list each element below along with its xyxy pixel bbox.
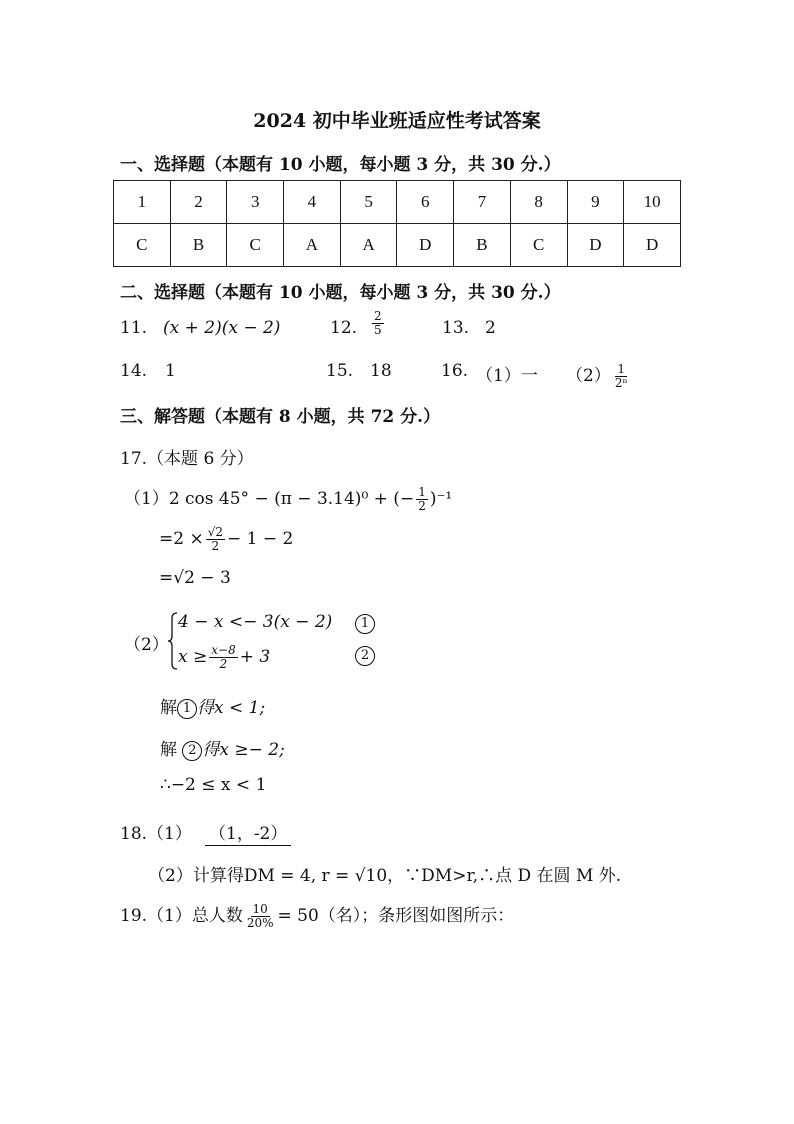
fraction-denominator: 5 bbox=[374, 323, 382, 337]
section-1-heading: 一、选择题（本题有 10 小题，每小题 3 分，共 30 分.） bbox=[120, 155, 561, 175]
section-2-heading: 二、选择题（本题有 10 小题，每小题 3 分，共 30 分.） bbox=[120, 283, 561, 303]
fraction-numerator: 2 bbox=[374, 309, 382, 323]
q12-answer bbox=[370, 310, 386, 337]
q17-inequality-1: 4 − x <− 3(x − 2) bbox=[178, 612, 333, 632]
step-text: − 1 − 2 bbox=[227, 529, 294, 549]
q15-number: 15. bbox=[326, 361, 354, 381]
table-cell: 8 bbox=[510, 181, 567, 224]
table-cell: 7 bbox=[454, 181, 511, 224]
table-cell: C bbox=[227, 224, 284, 267]
table-cell: 1 bbox=[114, 181, 171, 224]
fraction-denominator: 2 bbox=[219, 657, 228, 671]
q17-inequality-2 bbox=[178, 644, 270, 671]
q12-number: 12. bbox=[330, 318, 358, 338]
table-cell: 2 bbox=[170, 181, 227, 224]
solution-text: 解 bbox=[160, 740, 177, 760]
table-cell: B bbox=[454, 224, 511, 267]
q14-number: 14. bbox=[120, 361, 148, 381]
answer-table bbox=[113, 180, 681, 267]
fraction-numerator: 1 bbox=[617, 362, 626, 376]
q17-solution-1 bbox=[160, 693, 265, 719]
q16-part2-label: （2） bbox=[566, 366, 611, 386]
table-cell: B bbox=[170, 224, 227, 267]
table-cell: 6 bbox=[397, 181, 454, 224]
q13-answer: 2 bbox=[485, 318, 496, 338]
q17-part2-label: （2） bbox=[124, 635, 169, 655]
solution-text: 得x ≥− 2; bbox=[202, 740, 285, 760]
circled-number: 1 bbox=[355, 614, 375, 634]
q17-label: 17.（本题 6 分） bbox=[120, 449, 254, 469]
table-cell: C bbox=[510, 224, 567, 267]
circled-number: 2 bbox=[182, 741, 202, 761]
fraction-denominator: 20% bbox=[246, 916, 274, 930]
q18-label: 18.（1） bbox=[120, 824, 192, 844]
solution-text: 解 bbox=[160, 698, 177, 718]
fraction-denominator: 2ⁿ bbox=[614, 376, 628, 390]
answer-row bbox=[114, 224, 681, 267]
circled-1-icon bbox=[355, 613, 375, 634]
q16-part2 bbox=[566, 361, 632, 390]
fraction-numerator: 10 bbox=[252, 902, 268, 916]
fraction-denominator: 2 bbox=[418, 499, 426, 513]
table-cell: D bbox=[397, 224, 454, 267]
circled-number: 2 bbox=[355, 646, 375, 666]
table-cell: 3 bbox=[227, 181, 284, 224]
table-cell: C bbox=[114, 224, 171, 267]
q16-part1: （1）一 bbox=[476, 366, 538, 386]
circled-2-icon bbox=[355, 645, 375, 666]
table-cell: 10 bbox=[624, 181, 681, 224]
q17-part1-expression bbox=[124, 484, 452, 513]
table-cell: 5 bbox=[340, 181, 397, 224]
fraction-numerator: x−8 bbox=[211, 643, 236, 657]
q13-number: 13. bbox=[442, 318, 470, 338]
q11-number: 11. bbox=[120, 318, 148, 338]
underlined-answer: （1，-2） bbox=[205, 824, 291, 846]
q18-part1-answer bbox=[205, 819, 291, 844]
table-cell: A bbox=[284, 224, 341, 267]
step-text: =2 × bbox=[159, 529, 204, 549]
brace-icon bbox=[168, 612, 178, 670]
table-cell: A bbox=[340, 224, 397, 267]
q19-text: 19.（1）总人数 bbox=[120, 906, 243, 926]
table-cell: 4 bbox=[284, 181, 341, 224]
page-title: 2024 初中毕业班适应性考试答案 bbox=[253, 110, 541, 132]
q11-answer: (x + 2)(x − 2) bbox=[163, 318, 281, 338]
inequality-text: x ≥ bbox=[178, 647, 208, 667]
question-number-row bbox=[114, 181, 681, 224]
q17-part1-step2: =√2 − 3 bbox=[159, 568, 231, 588]
q17-solution-2 bbox=[160, 735, 285, 761]
section-3-heading: 三、解答题（本题有 8 小题，共 72 分.） bbox=[120, 407, 441, 427]
q17-part1-exponent: )⁻¹ bbox=[429, 489, 453, 509]
q18-part2: （2）计算得DM = 4, r = √10，∵DM>r,∴点 D 在圆 M 外. bbox=[148, 866, 622, 886]
table-cell: 9 bbox=[567, 181, 624, 224]
q14-answer: 1 bbox=[165, 361, 176, 381]
solution-text: 得x < 1; bbox=[197, 698, 266, 718]
q19-text: = 50（名）；条形图如图所示： bbox=[277, 906, 515, 926]
circled-number: 1 bbox=[177, 699, 197, 719]
q15-answer: 18 bbox=[370, 361, 392, 381]
fraction-numerator: 1 bbox=[418, 485, 426, 499]
q17-part1-step1 bbox=[159, 526, 293, 553]
table-cell: D bbox=[567, 224, 624, 267]
q16-number: 16. bbox=[441, 361, 469, 381]
inequality-text: + 3 bbox=[239, 647, 271, 667]
fraction-numerator: √2 bbox=[207, 525, 223, 539]
q19-part1 bbox=[120, 901, 514, 930]
q17-part1-text: （1）2 cos 45° − (π − 3.14)⁰ + (− bbox=[124, 489, 415, 509]
table-cell: D bbox=[624, 224, 681, 267]
q17-solution-3: ∴−2 ≤ x < 1 bbox=[160, 775, 267, 795]
fraction-denominator: 2 bbox=[211, 539, 220, 553]
